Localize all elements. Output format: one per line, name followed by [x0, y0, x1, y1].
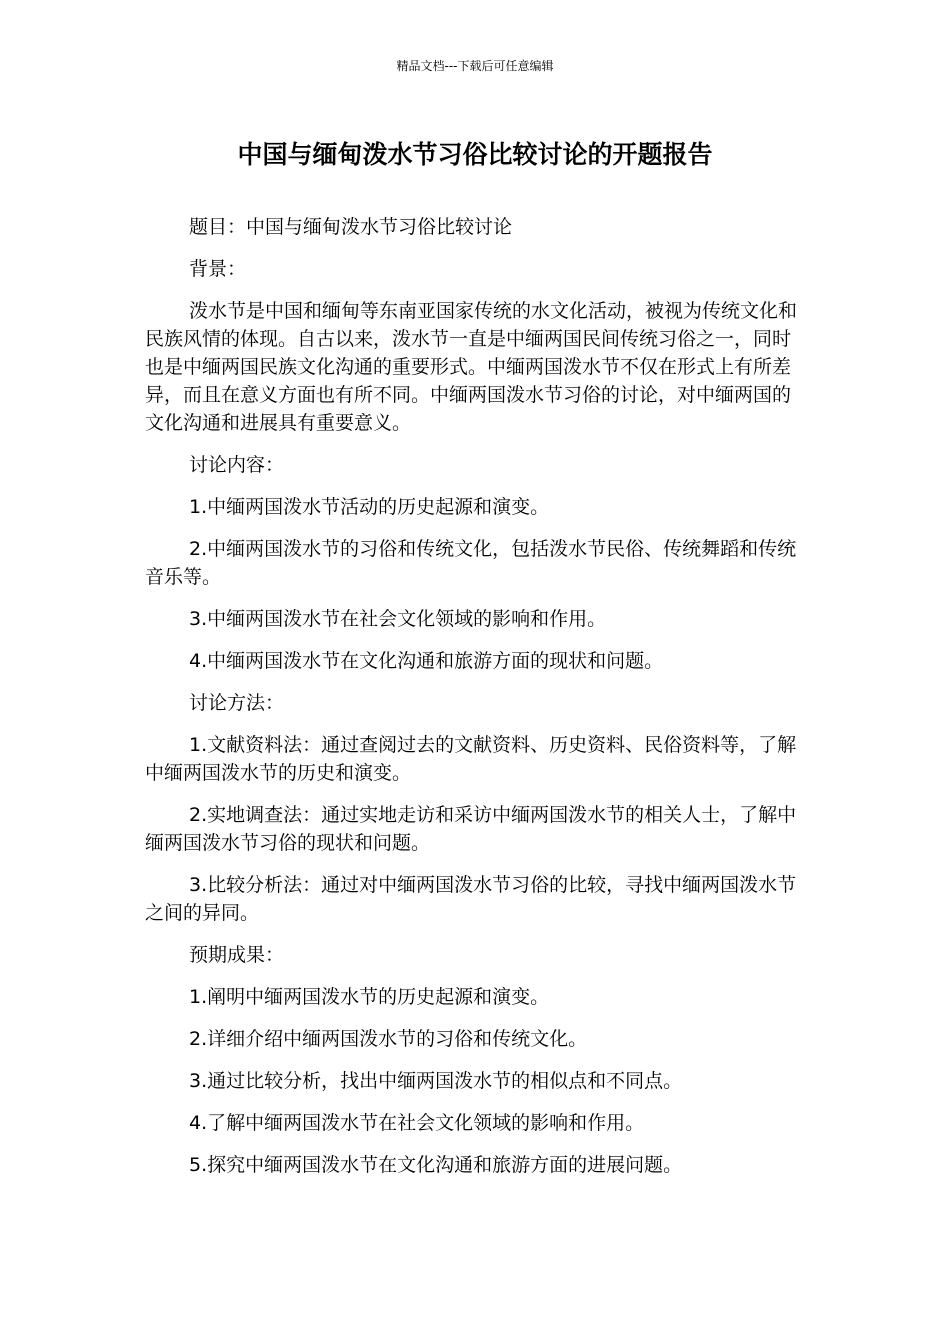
outcome-item-1: 1.阐明中缅两国泼水节的历史起源和演变。	[189, 986, 550, 1008]
content-item-4: 4.中缅两国泼水节在文化沟通和旅游方面的现状和问题。	[189, 650, 664, 672]
outcome-item-2: 2.详细介绍中缅两国泼水节的习俗和传统文化。	[189, 1028, 588, 1050]
content-item-1: 1.中缅两国泼水节活动的历史起源和演变。	[189, 496, 550, 518]
method-item-1: 1.文献资料法：通过查阅过去的文献资料、历史资料、民俗资料等，了解中缅两国泼水节的历史和演变。	[145, 734, 797, 784]
method-item-2: 2.实地调查法：通过实地走访和采访中缅两国泼水节的相关人士，了解中缅两国泼水节习俗的现状和问题。	[145, 804, 797, 854]
section-heading-content: 讨论内容：	[189, 454, 285, 476]
outcome-item-5: 5.探究中缅两国泼水节在文化沟通和旅游方面的进展问题。	[189, 1154, 683, 1176]
outcome-item-3: 3.通过比较分析，找出中缅两国泼水节的相似点和不同点。	[189, 1070, 683, 1092]
topic-line: 题目：中国与缅甸泼水节习俗比较讨论	[189, 216, 513, 238]
document-title: 中国与缅甸泼水节习俗比较讨论的开题报告	[237, 140, 713, 169]
method-item-3: 3.比较分析法：通过对中缅两国泼水节习俗的比较，寻找中缅两国泼水节之间的异同。	[145, 874, 797, 924]
background-paragraph: 泼水节是中国和缅甸等东南亚国家传统的水文化活动，被视为传统文化和民族风情的体现。自古以来，泼水节一直是中缅两国民间传统习俗之一，同时也是中缅两国民族文化沟通的重要形式。中缅两国泼水节不仅在形式上有所差异，而且在意义方面也有所不同。中缅两国泼水节习俗的讨论，对中缅两国的文化沟通和进展具有重要意义。	[145, 300, 798, 434]
content-item-2: 2.中缅两国泼水节的习俗和传统文化，包括泼水节民俗、传统舞蹈和传统音乐等。	[145, 538, 797, 588]
outcome-item-4: 4.了解中缅两国泼水节在社会文化领域的影响和作用。	[189, 1112, 645, 1134]
document-body	[145, 213, 800, 1193]
section-heading-background: 背景：	[189, 258, 247, 280]
section-heading-outcomes: 预期成果：	[189, 944, 285, 966]
header-note: 精品文档---下载后可任意编辑	[396, 59, 554, 73]
content-item-3: 3.中缅两国泼水节在社会文化领域的影响和作用。	[189, 608, 607, 630]
section-heading-methods: 讨论方法：	[189, 692, 285, 714]
